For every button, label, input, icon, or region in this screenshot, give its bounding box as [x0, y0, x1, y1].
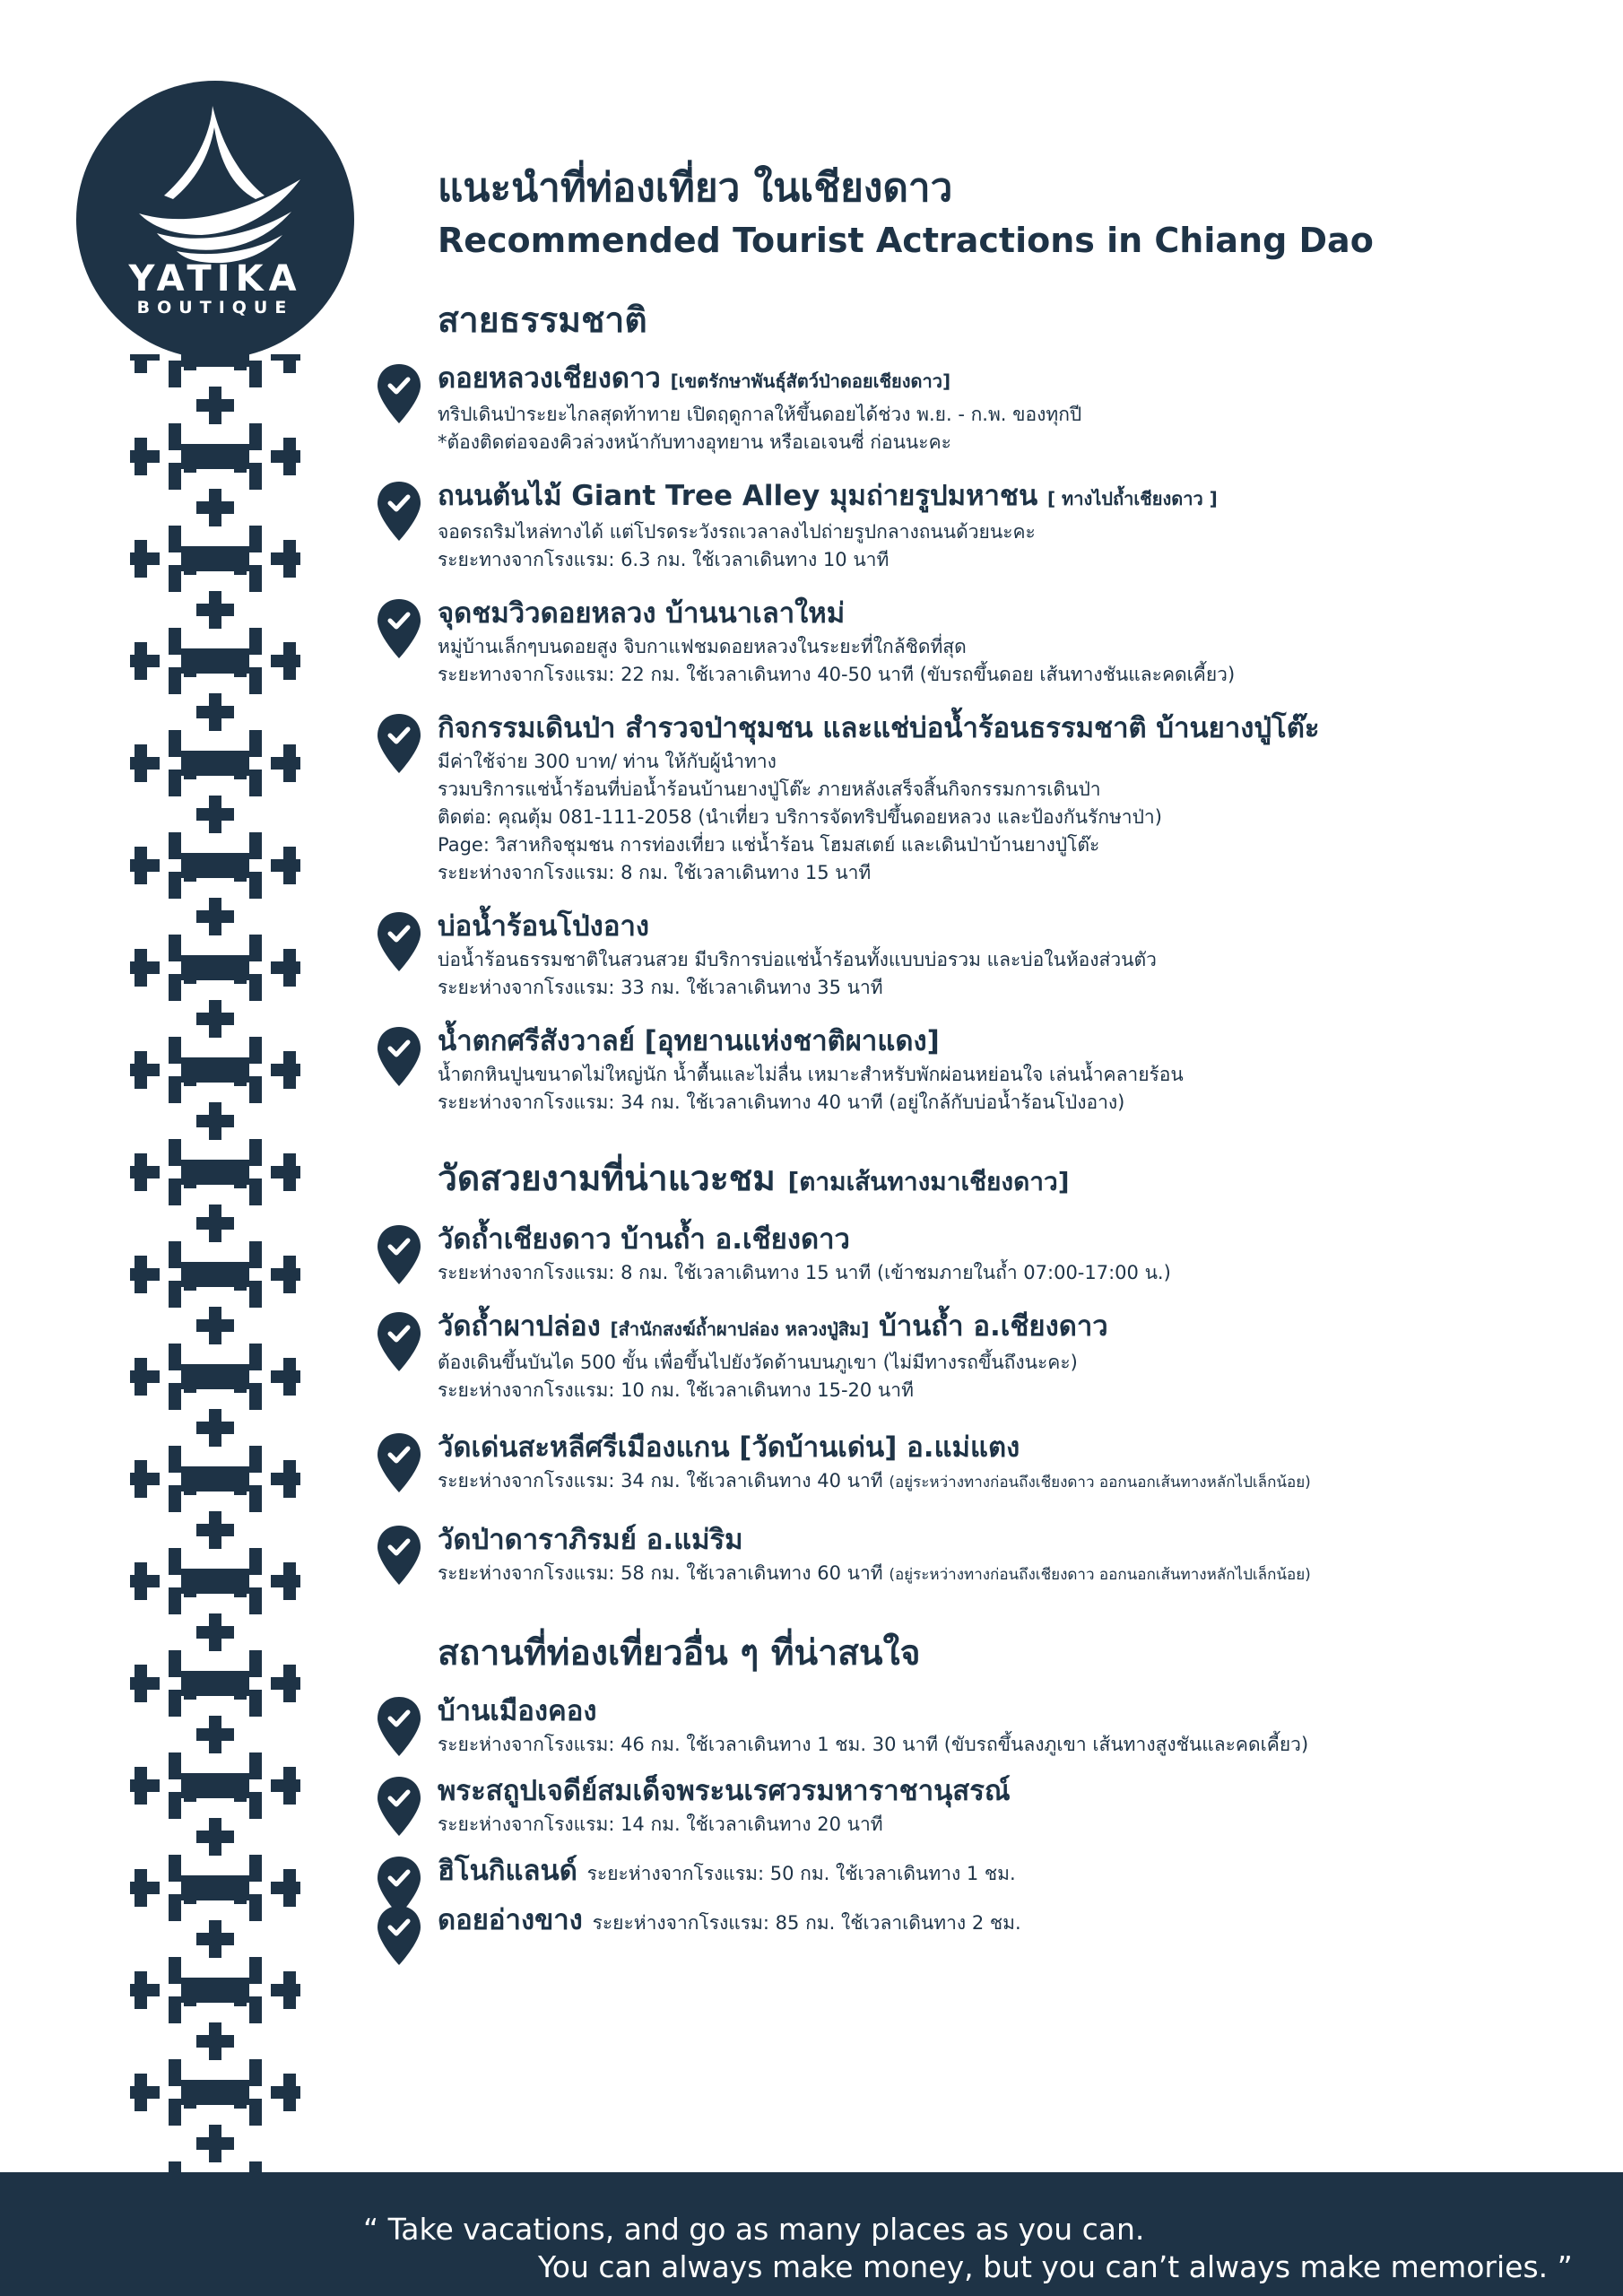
location-pin-icon: [375, 1904, 423, 1967]
attraction-name: ถนนต้นไม้ Giant Tree Alley มุมถ่ายรูปมหาชน: [438, 480, 1038, 512]
attraction-detail-text: ระยะห่างจากโรงแรม: 58 กม. ใช้เวลาเดินทาง 60 นาที: [438, 1562, 883, 1584]
attraction-detail-text: ระยะห่างจากโรงแรม: 34 กม. ใช้เวลาเดินทาง 40 นาที (อยู่ใกล้กับบ่อน้ำร้อนโป่งอาง): [438, 1091, 1125, 1113]
attraction-title: [438, 1692, 1594, 1731]
attraction-detail-text: ระยะห่างจากโรงแรม: 34 กม. ใช้เวลาเดินทาง 40 นาที: [438, 1470, 883, 1492]
attraction-item: [438, 594, 1594, 689]
attraction-title: [438, 1428, 1594, 1467]
attraction-detail-line: [438, 546, 1594, 574]
attraction-name: กิจกรรมเดินป่า สำรวจป่าชุมชน และแช่บ่อน้ำร้อนธรรมชาติ บ้านยางปู่โต๊ะ: [438, 712, 1320, 744]
main-content: [438, 161, 1594, 1943]
section-title: [438, 296, 1594, 346]
location-pin-icon: [375, 1025, 423, 1088]
attraction-detail-text: มีค่าใช้จ่าย 300 บาท/ ท่าน ให้กับผู้นำทาง: [438, 751, 777, 772]
attraction-detail-line: [438, 1731, 1594, 1759]
location-pin-icon: [375, 597, 423, 660]
location-pin-icon: [375, 1310, 423, 1373]
decorative-pattern-strip: [130, 354, 300, 2296]
attraction-detail-text: หมู่บ้านเล็กๆบนดอยสูง จิบกาแฟชมดอยหลวงในระยะที่ใกล้ชิดที่สุด: [438, 636, 967, 657]
attraction-item: [438, 1220, 1594, 1287]
attraction-item: [438, 1900, 1594, 1943]
location-pin-icon: [375, 1431, 423, 1494]
attraction-detail-line: [438, 1377, 1594, 1405]
section-title: [438, 1154, 1594, 1207]
attraction-item: [438, 907, 1594, 1002]
attraction-name: วัดถ้ำเชียงดาว บ้านถ้ำ อ.เชียงดาว: [438, 1223, 850, 1256]
attraction-title: [438, 1771, 1594, 1811]
attraction-detail-text: ระยะห่างจากโรงแรม: 14 กม. ใช้เวลาเดินทาง 20 นาที: [438, 1813, 883, 1835]
section-2: [438, 1629, 1594, 1943]
attraction-detail-text: ระยะห่างจากโรงแรม: 8 กม. ใช้เวลาเดินทาง 15 นาที: [438, 862, 872, 883]
attraction-detail-line: [438, 1089, 1594, 1117]
attraction-title: [438, 1520, 1594, 1560]
attraction-detail-text: ทริปเดินป่าระยะไกลสุดท้าทาย เปิดฤดูกาลให้ขึ้นดอยได้ช่วง พ.ย. - ก.พ. ของทุกปี: [438, 404, 1082, 425]
attraction-title: [438, 1220, 1594, 1259]
attraction-name: วัดเด่นสะหลีศรีเมืองแกน [วัดบ้านเด่น] อ.แม่แตง: [438, 1431, 1020, 1464]
section-1: [438, 1154, 1594, 1589]
attraction-detail-line: [438, 748, 1594, 776]
attraction-detail-line: [438, 974, 1594, 1002]
section-title-text: สายธรรมชาติ: [438, 300, 647, 341]
attraction-note: (อยู่ระหว่างทางก่อนถึงเชียงดาว ออกนอกเส้นทางหลักไปเล็กน้อย): [889, 1566, 1311, 1584]
attraction-distance: ระยะห่างจากโรงแรม: 85 กม. ใช้เวลาเดินทาง 2 ชม.: [592, 1912, 1021, 1934]
location-pin-icon: [375, 1223, 423, 1286]
attraction-detail-text: *ต้องติดต่อจองคิวล่วงหน้ากับทางอุทยาน หรือเอเจนซี่ ก่อนนะคะ: [438, 431, 951, 453]
attraction-note: (อยู่ระหว่างทางก่อนถึงเชียงดาว ออกนอกเส้นทางหลักไปเล็กน้อย): [889, 1474, 1311, 1492]
location-pin-icon: [375, 1775, 423, 1838]
sections-container: [438, 296, 1594, 1943]
attraction-title: [438, 1022, 1594, 1061]
brand-name: YATIKA: [128, 258, 302, 300]
attraction-item: [438, 476, 1594, 574]
attraction-detail-text: ระยะห่างจากโรงแรม: 8 กม. ใช้เวลาเดินทาง 15 นาที (เข้าชมภายในถ้ำ 07:00-17:00 น.): [438, 1262, 1171, 1283]
attraction-detail-line: [438, 831, 1594, 859]
attraction-title: [438, 709, 1594, 748]
location-pin-icon: [375, 712, 423, 775]
attraction-detail-text: จอดรถริมไหล่ทางได้ แต่โปรดระวังรถเวลาลงไปถ่ายรูปกลางถนนด้วยนะคะ: [438, 521, 1036, 543]
attraction-detail-text: ระยะห่างจากโรงแรม: 46 กม. ใช้เวลาเดินทาง 1 ชม. 30 นาที (ขับรถขึ้นลงภูเขา เส้นทางสูงชันและคดเคี้ยว): [438, 1734, 1309, 1755]
section-title-text: วัดสวยงามที่น่าแวะชม: [438, 1159, 776, 1199]
location-pin-icon: [375, 362, 423, 425]
attraction-detail-line: [438, 518, 1594, 546]
location-pin-icon: [375, 480, 423, 543]
attraction-detail-line: [438, 946, 1594, 974]
page-title-english: Recommended Tourist Actractions in Chiang Dao: [438, 221, 1374, 260]
location-pin-icon: [375, 1524, 423, 1587]
attraction-detail-text: ระยะห่างจากโรงแรม: 33 กม. ใช้เวลาเดินทาง 35 นาที: [438, 977, 883, 998]
section-title: [438, 1629, 1594, 1679]
attraction-title: [438, 907, 1594, 946]
attraction-detail-line: [438, 661, 1594, 689]
attraction-name: วัดป่าดาราภิรมย์ อ.แม่ริม: [438, 1524, 743, 1556]
attraction-detail-line: [438, 1811, 1594, 1839]
attraction-item: [438, 1692, 1594, 1759]
attraction-detail-line: [438, 859, 1594, 887]
attraction-detail-line: [438, 804, 1594, 831]
attraction-detail-line: [438, 633, 1594, 661]
location-pin-icon: [375, 1695, 423, 1758]
section-0: [438, 296, 1594, 1117]
brand-tagline: BOUTIQUE: [136, 298, 294, 317]
attraction-title: [438, 1900, 1594, 1943]
attraction-detail-line: [438, 1061, 1594, 1089]
attraction-title: [438, 594, 1594, 633]
attraction-detail-text: บ่อน้ำร้อนธรรมชาติในสวนสวย มีบริการบ่อแช่น้ำร้อนทั้งแบบบ่อรวม และบ่อในห้องส่วนตัว: [438, 949, 1157, 970]
attraction-detail-line: [438, 401, 1594, 429]
attraction-item: [438, 1428, 1594, 1497]
attraction-title: [438, 1851, 1594, 1893]
attraction-detail-text: ระยะทางจากโรงแรม: 6.3 กม. ใช้เวลาเดินทาง 10 นาที: [438, 549, 890, 570]
attraction-detail-line: [438, 1467, 1594, 1497]
attraction-subtitle: [เขตรักษาพันธุ์สัตว์ป่าดอยเชียงดาว]: [670, 370, 951, 392]
attraction-detail-text: ระยะทางจากโรงแรม: 22 กม. ใช้เวลาเดินทาง 40-50 นาที (ขับรถขึ้นดอย เส้นทางชันและคดเคี้ยว): [438, 664, 1236, 685]
section-title-note: [ตามเส้นทางมาเชียงดาว]: [787, 1167, 1070, 1196]
attraction-detail-text: Page: วิสาหกิจชุมชน การท่องเที่ยว แช่น้ำร้อน โฮมสเตย์ และเดินป่าบ้านยางปู่โต๊ะ: [438, 834, 1100, 856]
footer-quote-line-2: You can always make money, but you can’t always make memories. ”: [538, 2249, 1573, 2284]
section-title-text: สถานที่ท่องเที่ยวอื่น ๆ ที่น่าสนใจ: [438, 1633, 921, 1674]
attraction-name: บ้านเมืองคอง: [438, 1695, 597, 1727]
attraction-detail-line: [438, 1560, 1594, 1589]
attraction-title: [438, 476, 1594, 518]
attraction-title: [438, 1307, 1594, 1349]
attraction-subtitle: [สำนักสงฆ์ถ้ำผาปล่อง หลวงปู่สิม]: [610, 1318, 870, 1340]
attraction-detail-text: ต้องเดินขึ้นบันได 500 ขั้น เพื่อขึ้นไปยังวัดด้านบนภูเขา (ไม่มีทางรถขึ้นถึงนะคะ): [438, 1352, 1078, 1373]
attraction-subtitle: [ ทางไปถ้ำเชียงดาว ]: [1046, 488, 1218, 509]
attraction-item: [438, 1520, 1594, 1589]
attraction-item: [438, 1771, 1594, 1839]
attraction-item: [438, 1851, 1594, 1893]
attraction-detail-line: [438, 776, 1594, 804]
attraction-name: ฮิโนกิแลนด์: [438, 1855, 577, 1887]
attraction-item: [438, 1307, 1594, 1405]
attraction-name: จุดชมวิวดอยหลวง บ้านนาเลาใหม่: [438, 597, 846, 630]
attraction-detail-line: [438, 1259, 1594, 1287]
attraction-name: ดอยอ่างขาง: [438, 1904, 583, 1936]
attraction-item: [438, 1022, 1594, 1117]
attraction-detail-line: [438, 429, 1594, 457]
attraction-item: [438, 359, 1594, 457]
attraction-name: บ่อน้ำร้อนโป่งอาง: [438, 910, 649, 943]
attraction-name: วัดถ้ำผาปล่อง: [438, 1310, 601, 1343]
attraction-detail-text: ระยะห่างจากโรงแรม: 10 กม. ใช้เวลาเดินทาง 15-20 นาที: [438, 1379, 914, 1401]
attraction-name: ดอยหลวงเชียงดาว: [438, 362, 661, 395]
location-pin-icon: [375, 910, 423, 973]
footer-quote-line-1: “ Take vacations, and go as many places as you can.: [363, 2212, 1145, 2247]
attraction-detail-text: รวมบริการแช่น้ำร้อนที่บ่อน้ำร้อนบ้านยางปู่โต๊ะ ภายหลังเสร็จสิ้นกิจกรรมการเดินป่า: [438, 778, 1101, 800]
attraction-detail-line: [438, 1349, 1594, 1377]
attraction-name: น้ำตกศรีสังวาลย์ [อุทยานแห่งชาติผาแดง]: [438, 1025, 940, 1057]
attraction-location: บ้านถ้ำ อ.เชียงดาว: [879, 1310, 1108, 1343]
attraction-title: [438, 359, 1594, 401]
attraction-distance: ระยะห่างจากโรงแรม: 50 กม. ใช้เวลาเดินทาง 1 ชม.: [586, 1863, 1016, 1884]
attraction-name: พระสถูปเจดีย์สมเด็จพระนเรศวรมหาราชานุสรณ์: [438, 1775, 1011, 1807]
brand-logo: [76, 81, 354, 359]
attraction-item: [438, 709, 1594, 887]
page-title-thai: แนะนำที่ท่องเที่ยว ในเชียงดาว: [438, 165, 953, 211]
attraction-detail-text: ติดต่อ: คุณตุ้ม 081-111-2058 (นำเที่ยว บริการจัดทริปขึ้นดอยหลวง และป้องกันรักษาป่า): [438, 806, 1162, 828]
attraction-detail-text: น้ำตกหินปูนขนาดไม่ใหญ่นัก น้ำตื้นและไม่ลื่น เหมาะสำหรับพักผ่อนหย่อนใจ เล่นน้ำคลายร้อน: [438, 1064, 1184, 1085]
